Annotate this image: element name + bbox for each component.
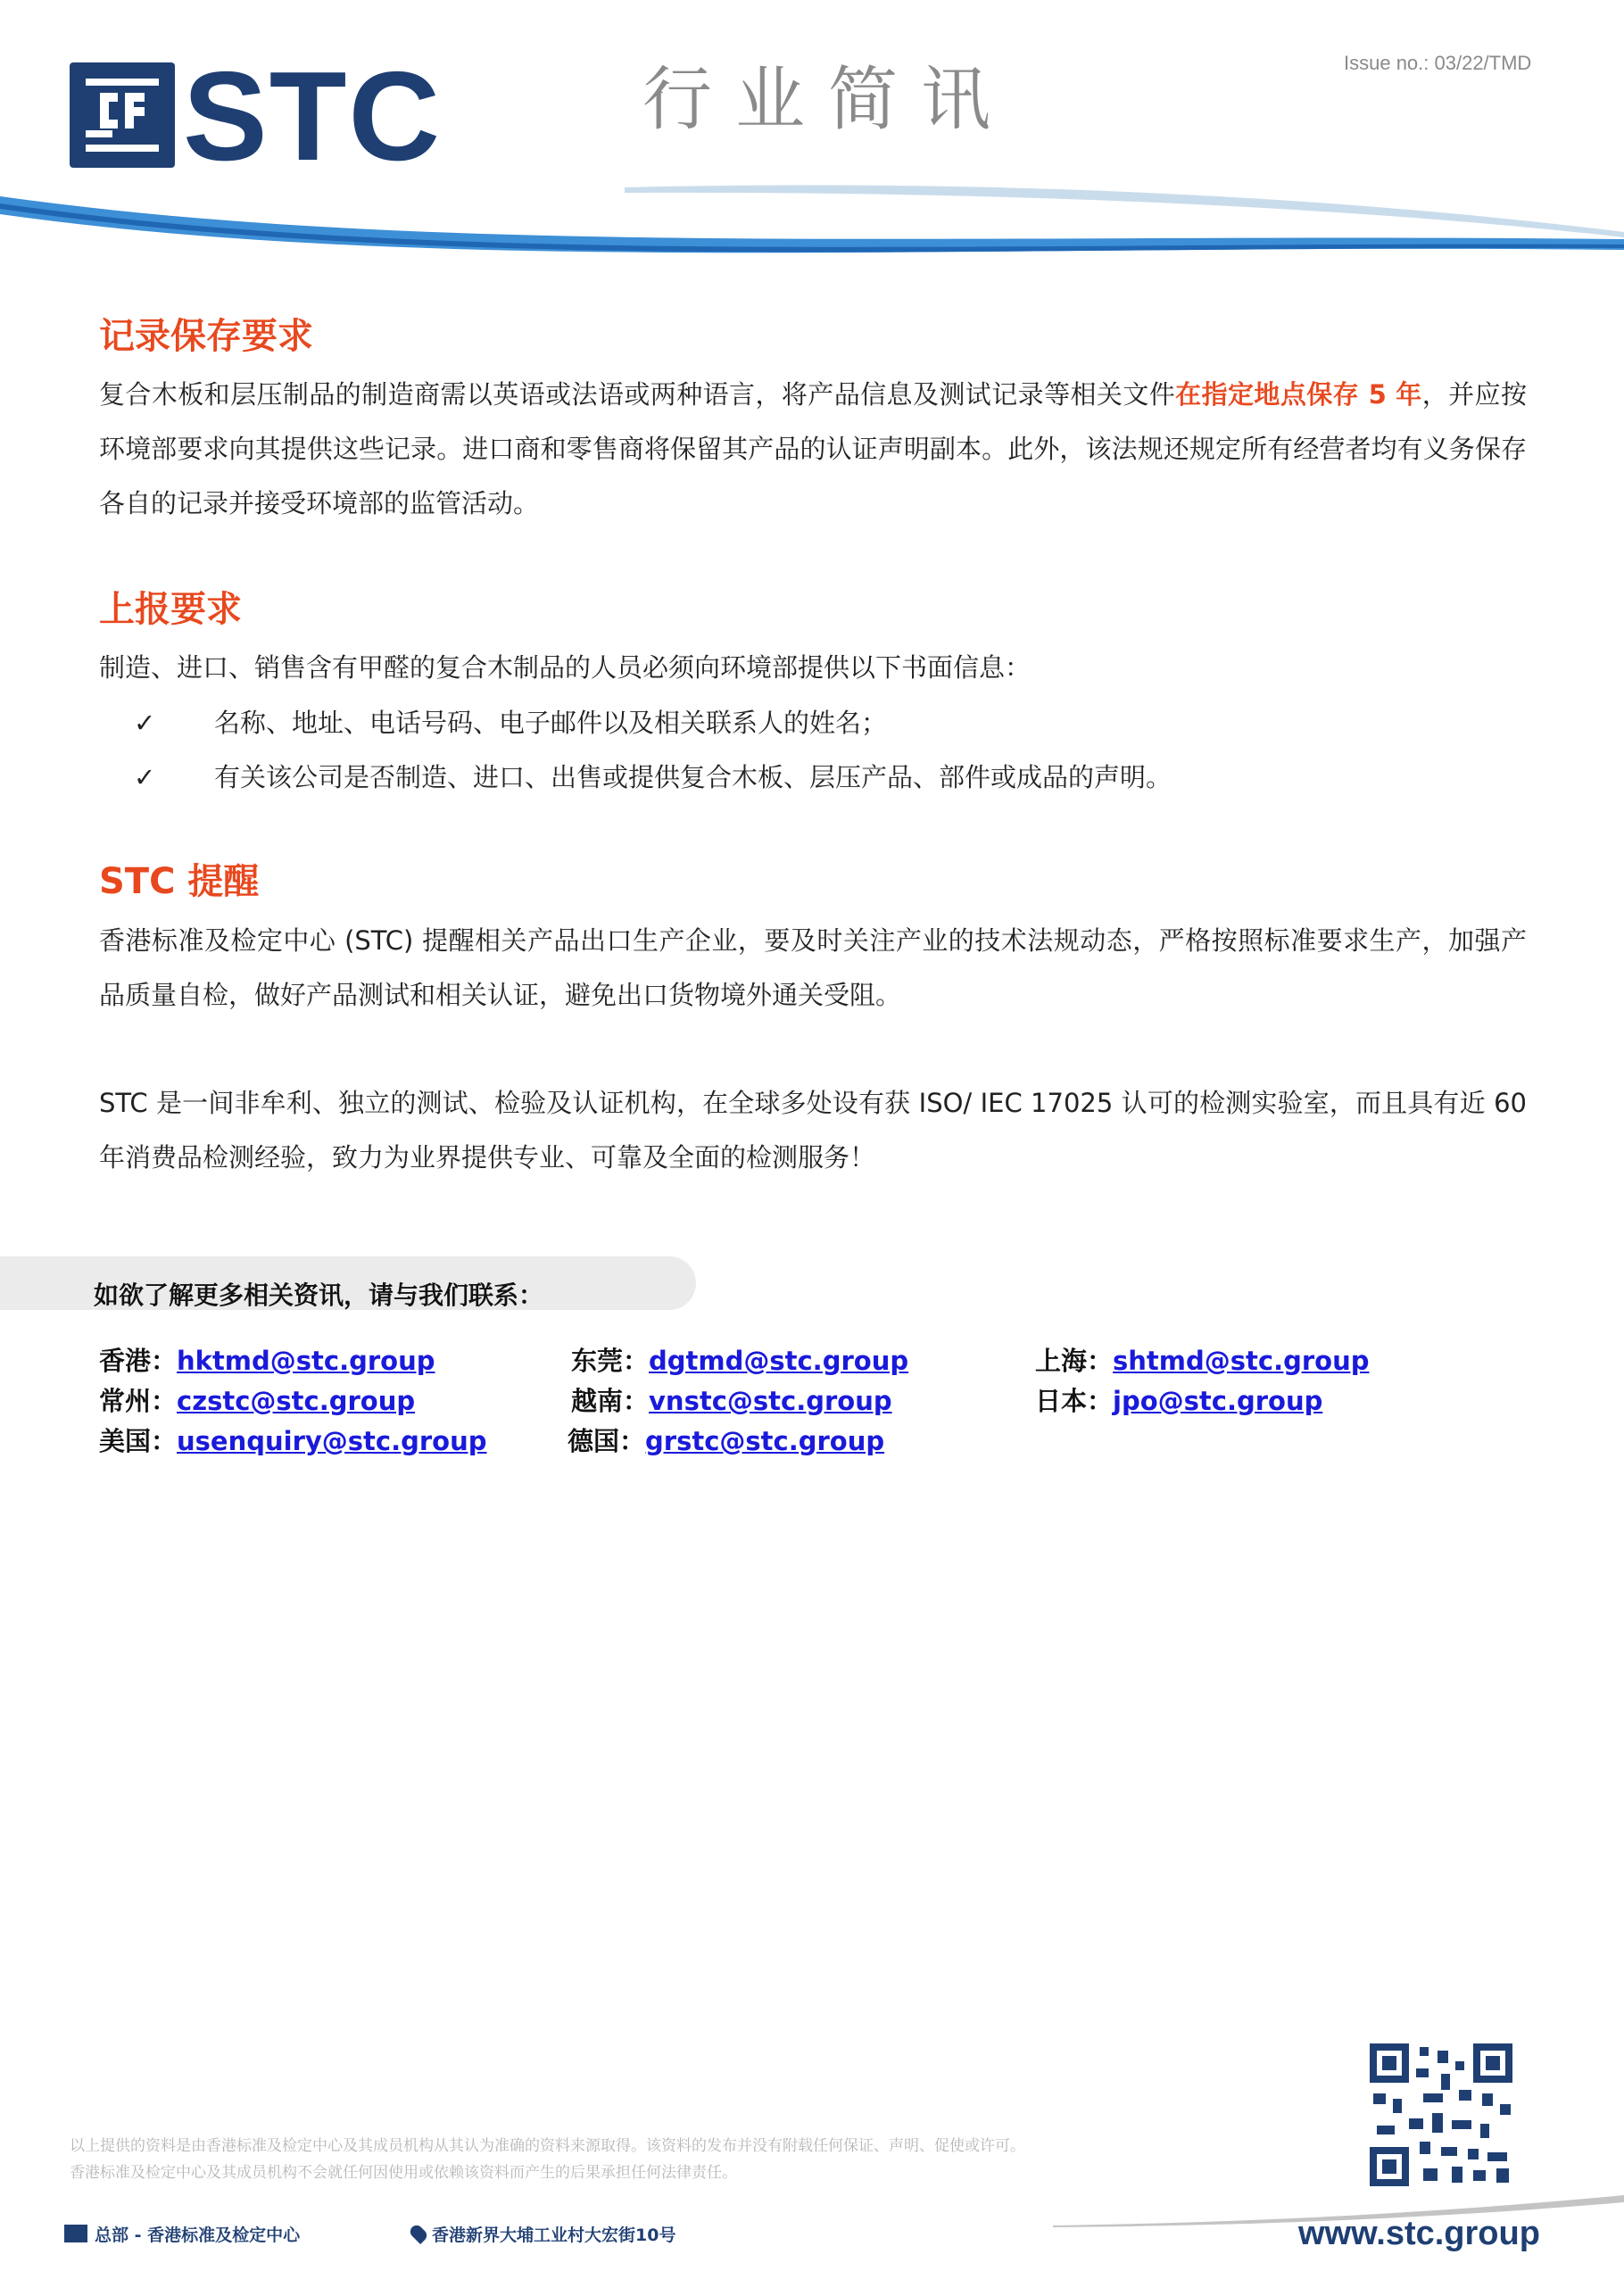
building-icon: [64, 2225, 87, 2242]
email-link-germany[interactable]: grstc@stc.group: [645, 1426, 885, 1456]
checkmark-icon: ✓: [134, 762, 156, 792]
contact-usa: [99, 1423, 487, 1459]
map-pin-icon: [408, 2223, 429, 2244]
footer-address-text: 香港新界大埔工业村大宏街10号: [432, 2226, 676, 2245]
list-item: [134, 759, 1172, 795]
contact-hongkong: [99, 1343, 435, 1379]
section-title-records: 记录保存要求: [99, 316, 313, 357]
issue-number: Issue no.: 03/22/TMD: [1344, 52, 1532, 74]
contact-shanghai: [1035, 1343, 1369, 1379]
logo-wordmark: STC: [183, 46, 442, 187]
list-item-text: 名称、地址、电话号码、电子邮件以及相关联系人的姓名；: [214, 708, 888, 738]
website-link[interactable]: www.stc.group: [1298, 2215, 1540, 2252]
footer-headquarters: [64, 2222, 300, 2246]
header-wave-decoration: [0, 178, 1624, 277]
email-link-japan[interactable]: jpo@stc.group: [1113, 1386, 1323, 1416]
stc-logo-mark: [70, 62, 175, 168]
footer-hq-text: 总部 - 香港标准及检定中心: [95, 2226, 301, 2245]
reporting-intro: 制造、进口、销售含有甲醛的复合木制品的人员必须向环境部提供以下书面信息：: [99, 652, 1032, 683]
section-title-reporting: 上报要求: [99, 589, 242, 630]
contact-label: 上海：: [1035, 1346, 1114, 1376]
contact-label: 越南：: [571, 1386, 650, 1416]
list-item: [134, 705, 887, 741]
about-paragraph: STC 是一间非牟利、独立的测试、检验及认证机构，在全球多处设有获 ISO/ IEC 17025 认可的检测实验室，而且具有近 60 年消费品检测经验，致力为业界提供专业、可靠及全面的检测服务！: [99, 1088, 1527, 1173]
contact-heading: 如欲了解更多相关资讯，请与我们联系：: [94, 1281, 544, 1310]
contact-label: 德国：: [568, 1426, 646, 1456]
disclaimer-line-1: 以上提供的资料是由香港标准及检定中心及其成员机构从其认为准确的资料来源取得。该资料的发布并没有附载任何保证、声明、促使或许可。: [70, 2137, 1025, 2155]
disclaimer-line-2: 香港标准及检定中心及其成员机构不会就任何因使用或依赖该资料而产生的后果承担任何法律责任。: [70, 2164, 737, 2182]
qr-code-icon: [1370, 2043, 1512, 2186]
contact-changzhou: [99, 1383, 415, 1419]
footer-address: [412, 2222, 675, 2246]
email-link-changzhou[interactable]: czstc@stc.group: [177, 1386, 416, 1416]
contact-label: 东莞：: [571, 1346, 650, 1376]
contact-label: 常州：: [99, 1386, 178, 1416]
contact-germany: [568, 1423, 884, 1459]
email-link-usa[interactable]: usenquiry@stc.group: [177, 1426, 487, 1456]
contact-japan: [1035, 1383, 1322, 1419]
contact-label: 香港：: [99, 1346, 178, 1376]
records-body-highlight: 在指定地点保存 5 年: [1175, 379, 1422, 410]
email-link-dongguan[interactable]: dgtmd@stc.group: [649, 1346, 909, 1376]
contact-label: 美国：: [99, 1426, 178, 1456]
checkmark-icon: ✓: [134, 708, 156, 738]
records-body-post: ，并应按环境部要求向其提供这些记录。进口商和零售商将保留其产品的认证声明副本。此外，该法规还规定所有经营者均有义务保存各自的记录并接受环境部的监管活动。: [99, 379, 1527, 518]
email-link-hongkong[interactable]: hktmd@stc.group: [177, 1346, 435, 1376]
section-title-reminder: STC 提醒: [99, 861, 260, 902]
stc-emblem-icon: [70, 62, 175, 168]
email-link-vietnam[interactable]: vnstc@stc.group: [649, 1386, 892, 1416]
email-link-shanghai[interactable]: shtmd@stc.group: [1113, 1346, 1370, 1376]
list-item-text: 有关该公司是否制造、进口、出售或提供复合木板、层压产品、部件或成品的声明。: [214, 762, 1172, 792]
contact-vietnam: [571, 1383, 892, 1419]
records-paragraph: [99, 368, 1527, 531]
page-title: 行业简讯: [642, 60, 1015, 140]
contact-dongguan: [571, 1343, 908, 1379]
records-body-pre: 复合木板和层压制品的制造商需以英语或法语或两种语言，将产品信息及测试记录等相关文件: [99, 379, 1176, 410]
reminder-paragraph: 香港标准及检定中心 (STC) 提醒相关产品出口生产企业，要及时关注产业的技术法规动态，严格按照标准要求生产，加强产品质量自检，做好产品测试和相关认证，避免出口货物境外通关受阻。: [99, 925, 1527, 1010]
contact-label: 日本：: [1035, 1386, 1114, 1416]
